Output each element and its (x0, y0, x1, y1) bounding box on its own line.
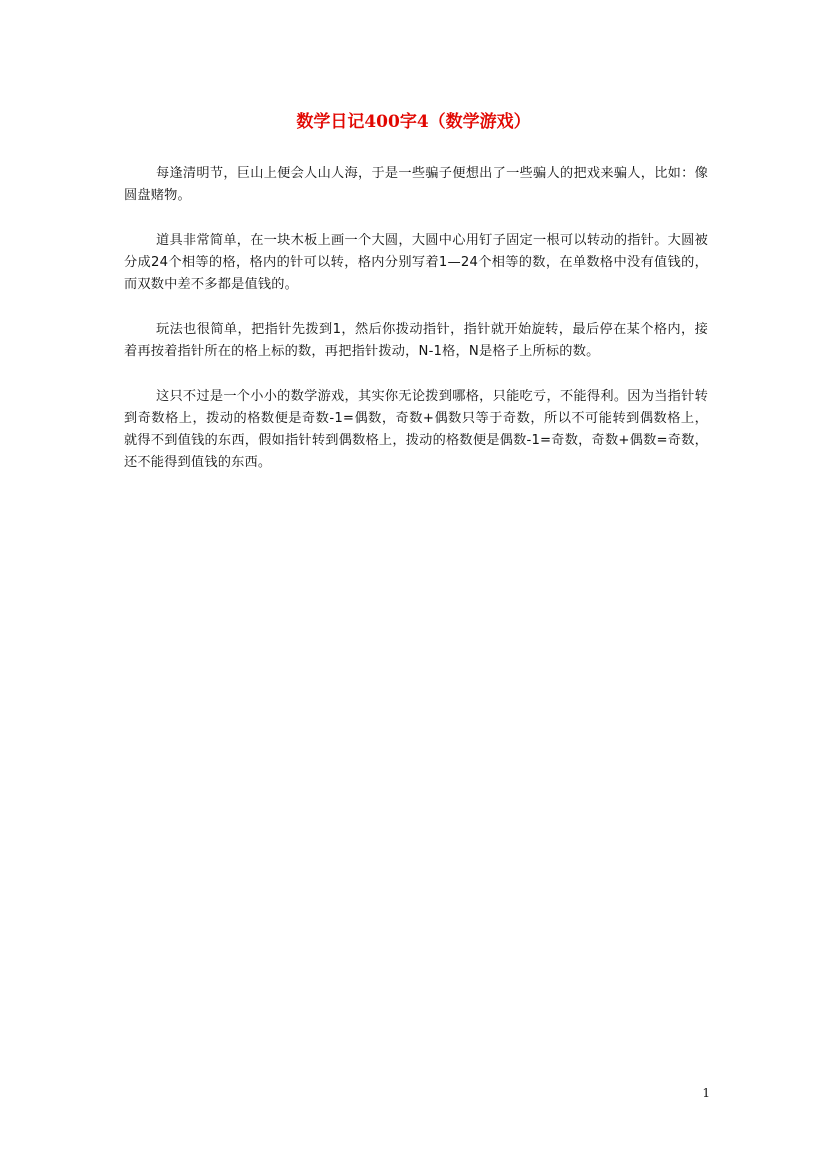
page-number: 1 (702, 1086, 710, 1100)
paragraph-2: 道具非常简单，在一块木板上画一个大圆，大圆中心用钉子固定一根可以转动的指针。大圆被分成24个相等的格，格内的针可以转，格内分别写着1—24个相等的数，在单数格中没有值钱的，而双数中差不多都是值钱的。 (124, 233, 708, 292)
document-title: 数学日记400字4（数学游戏） (296, 112, 531, 132)
paragraph-1: 每逢清明节，巨山上便会人山人海，于是一些骗子便想出了一些骗人的把戏来骗人，比如：像圆盘赌物。 (124, 166, 708, 203)
document-body (124, 163, 708, 497)
paragraph-3: 玩法也很简单，把指针先拨到1，然后你拨动指针，指针就开始旋转，最后停在某个格内，接着再按着指针所在的格上标的数，再把指针拨动，N-1格，N是格子上所标的数。 (124, 322, 708, 359)
paragraph-4: 这只不过是一个小小的数学游戏，其实你无论拨到哪格，只能吃亏，不能得利。因为当指针转到奇数格上，拨动的格数便是奇数-1=偶数，奇数+偶数只等于奇数，所以不可能转到偶数格上，就得不到值钱的东西，假如指针转到偶数格上，拨动的格数便是偶数-1=奇数，奇数+偶数=奇数，还不能得到值钱的东西。 (124, 389, 708, 470)
